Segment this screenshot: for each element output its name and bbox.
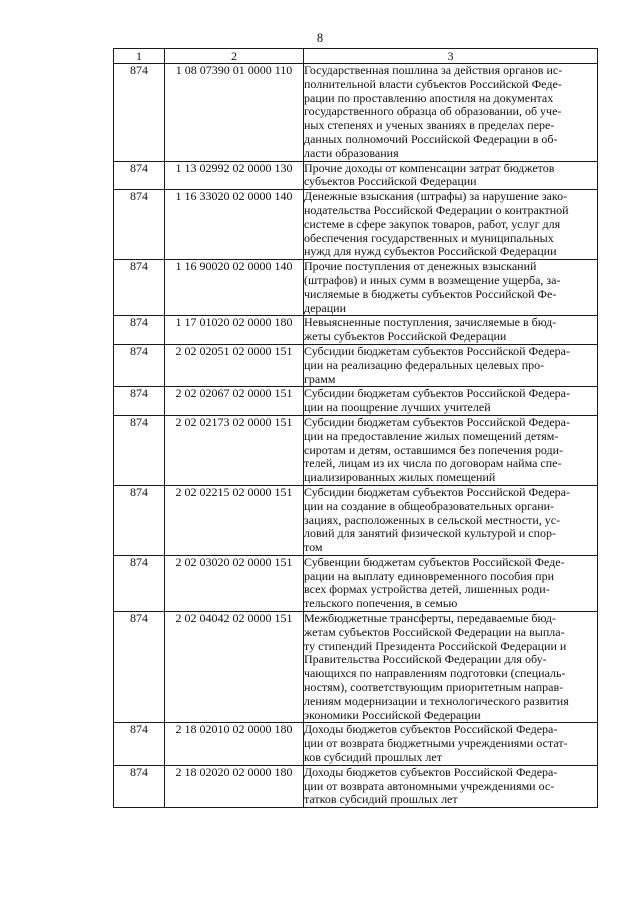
administrator-code-cell: 874 [114,555,165,611]
description-line: Государственная пошлина за действия органов ис- [304,63,563,77]
table-row [114,415,598,485]
description-line: Правительства Российской Федерации для обу- [304,652,547,667]
revenue-code-cell: 1 16 90020 02 0000 140 [165,260,304,316]
revenue-code-cell: 2 02 03020 02 0000 151 [165,555,304,611]
table-row [114,723,598,765]
description-line: жеты субъектов Российской Федерации [304,329,507,344]
description-line: данных полномочий Российской Федерации в об- [304,131,558,146]
revenue-code-cell: 2 18 02010 02 0000 180 [165,723,304,765]
table-header-row [114,49,598,64]
description-line: дерации [304,300,347,315]
description-line: экономики Российской Федерации [304,707,481,722]
administrator-code-cell: 874 [114,260,165,316]
revenue-code-cell: 1 16 33020 02 0000 140 [165,190,304,260]
revenue-description-cell [304,415,598,485]
revenue-code-cell: 1 08 07390 01 0000 110 [165,64,304,162]
revenue-description-cell [304,485,598,555]
description-line: тельского попечения, в семью [304,596,458,611]
description-line: рации на выплату единовременного пособия при [304,568,555,583]
page-number: 8 [316,31,324,45]
description-line: Субсидии бюджетам субъектов Российской Федера- [304,386,570,401]
description-line: Межбюджетные трансферты, передаваемые бюд- [304,611,556,626]
revenue-description-cell [304,555,598,611]
description-line: полнительной власти субъектов Российской Феде- [304,76,562,91]
description-line: обеспечения государственных и муниципальных [304,230,554,245]
revenue-code-cell: 2 02 02067 02 0000 151 [165,387,304,416]
revenue-code-cell: 2 02 02215 02 0000 151 [165,485,304,555]
description-line: числяемые в бюджеты субъектов Российской Фе- [304,286,557,301]
description-line: всех формах устройства детей, лишенных роди- [304,582,550,597]
revenue-description-cell [304,765,598,807]
description-line: нужд для нужд субъектов Российской Федерации [304,244,557,259]
administrator-code-cell: 874 [114,387,165,416]
description-line: ту стипендий Президента Российской Федерации и [304,638,567,653]
revenue-description-cell [304,723,598,765]
revenue-description-cell [304,344,598,386]
description-line: циализированных жилых помещений [304,470,496,485]
description-line: ции на реализацию федеральных целевых про- [304,357,545,372]
revenue-description-cell [304,260,598,316]
description-line: ции от возврата бюджетными учреждениями остат- [304,736,568,751]
description-line: Денежные взыскания (штрафы) за нарушение зако- [304,189,568,204]
table-row [114,485,598,555]
table-row [114,161,598,190]
table-row [114,64,598,162]
description-line: Прочие доходы от компенсации затрат бюджетов [304,160,555,175]
revenue-description-cell [304,612,598,723]
description-line: ции от возврата автономными учреждениями ос- [304,778,555,793]
administrator-code-cell: 874 [114,612,165,723]
revenue-description-cell [304,387,598,416]
description-line: государственного образца об образовании, об уче- [304,104,562,119]
description-line: ласти образования [304,145,399,160]
description-line: Субсидии бюджетам субъектов Российской Федера- [304,484,570,499]
description-line: ции на поощрение лучших учителей [304,400,491,415]
table-row [114,555,598,611]
administrator-code-cell: 874 [114,485,165,555]
description-line: нодательства Российской Федерации о контрактной [304,202,569,217]
table-body [114,64,598,808]
description-line: ции на предоставление жилых помещений детям- [304,428,559,443]
revenue-code-cell: 1 17 01020 02 0000 180 [165,316,304,345]
administrator-code-cell: 874 [114,316,165,345]
revenue-code-cell: 2 18 02020 02 0000 180 [165,765,304,807]
description-line: Доходы бюджетов субъектов Российской Федера- [304,764,558,779]
table-row [114,316,598,345]
revenue-description-cell [304,161,598,190]
revenue-code-cell: 2 02 04042 02 0000 151 [165,612,304,723]
administrator-code-cell: 874 [114,765,165,807]
description-line: грамм [304,371,336,386]
revenue-description-cell [304,316,598,345]
table-row [114,260,598,316]
revenue-code-cell: 2 02 02173 02 0000 151 [165,415,304,485]
revenue-description-cell [304,64,598,162]
description-line: татков субсидий прошлых лет [304,792,458,807]
description-line: лениям модернизации и технологического развития [304,693,569,708]
description-line: ностям), соответствующим приоритетным направ- [304,680,564,695]
administrator-code-cell: 874 [114,723,165,765]
administrator-code-cell: 874 [114,344,165,386]
description-line: ции на создание в общеобразовательных органи- [304,498,555,513]
description-line: субъектов Российской Федерации [304,174,477,189]
description-line: Субвенции бюджетам субъектов Российской Феде- [304,554,565,569]
administrator-code-cell: 874 [114,161,165,190]
description-line: Невыясненные поступления, зачисляемые в бюд- [304,315,557,330]
description-line: Доходы бюджетов субъектов Российской Федера- [304,722,558,737]
description-line: ков субсидий прошлых лет [304,750,442,765]
administrator-code-cell: 874 [114,64,165,162]
description-line: сиротам и детям, оставшимся без попечения роди- [304,442,563,457]
column-header: 3 [304,49,598,64]
table-row [114,344,598,386]
description-line: Субсидии бюджетам субъектов Российской Федера- [304,343,570,358]
description-line: системе в сфере закупок товаров, работ, услуг для [304,216,561,231]
description-line: рации по проставлению апостиля на документах [304,90,554,105]
revenue-code-cell: 2 02 02051 02 0000 151 [165,344,304,386]
column-header: 2 [165,49,304,64]
description-line: том [304,540,323,555]
table-row [114,387,598,416]
description-line: жетам субъектов Российской Федерации на выпла- [304,624,565,639]
description-line: (штрафов) и иных сумм в возмещение ущерба, за- [304,272,561,287]
description-line: Прочие поступления от денежных взысканий [304,259,537,274]
description-line: чающихся по направлениям подготовки (специаль- [304,666,566,681]
description-line: ных степенях и ученых званиях в пределах пере- [304,118,555,133]
description-line: зациях, расположенных в сельской местности, ус- [304,512,561,527]
table-row [114,190,598,260]
revenue-code-cell: 1 13 02992 02 0000 130 [165,161,304,190]
table-row [114,765,598,807]
revenue-description-cell [304,190,598,260]
administrator-code-cell: 874 [114,415,165,485]
column-header: 1 [114,49,165,64]
table-row [114,612,598,723]
budget-codes-table [113,48,598,808]
description-line: ловий для занятий физической культурой и спор- [304,526,557,541]
description-line: Субсидии бюджетам субъектов Российской Федера- [304,414,570,429]
description-line: телей, лицам из их числа по договорам найма спе- [304,456,562,471]
administrator-code-cell: 874 [114,190,165,260]
